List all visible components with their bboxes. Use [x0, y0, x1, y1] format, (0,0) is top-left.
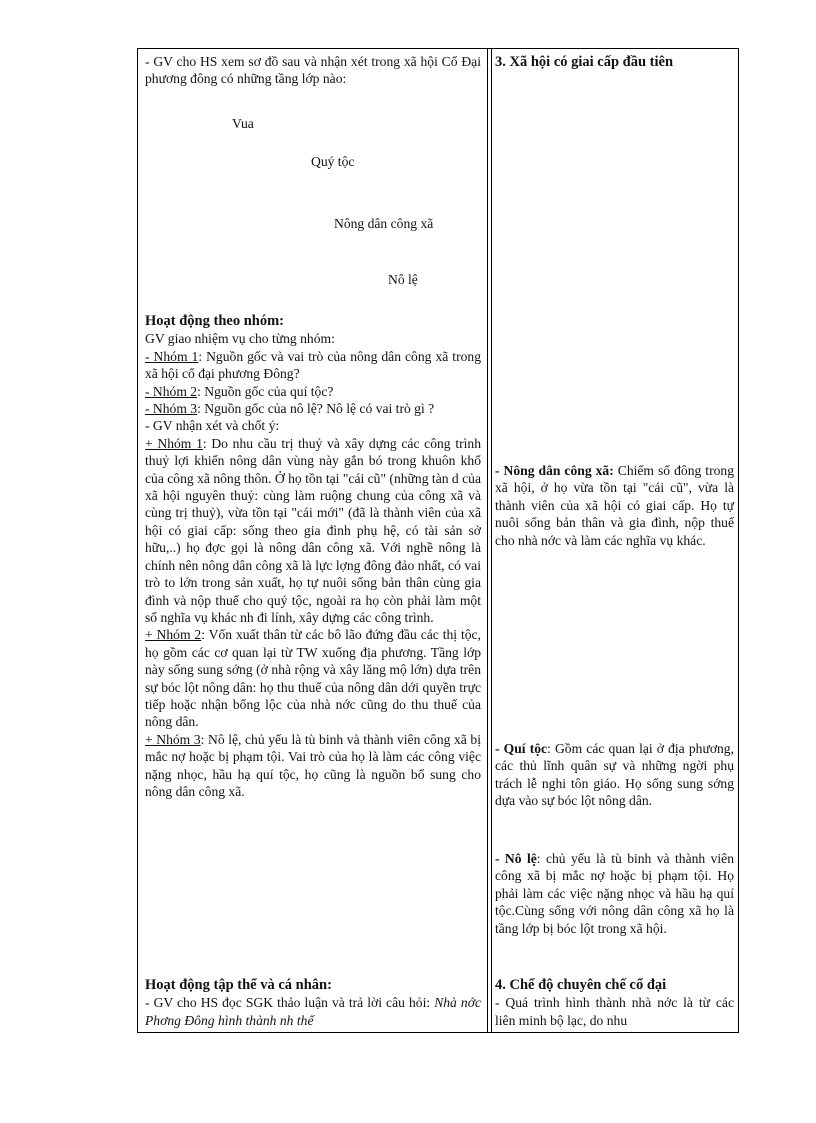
nobles-text: : Gồm các quan lại ở địa phương, các thủ lĩnh quân sự và những ngời phụ trách lễ nghi tôn giáo. Họ sống sung sớng dựa vào sự bóc lột nông dân.: [495, 741, 734, 809]
right-slaves: [495, 850, 734, 937]
right-nobles: [495, 740, 734, 810]
intro-text: - GV cho HS xem sơ đồ sau và nhận xét trong xã hội Cổ Đại phương đông có những tầng lớp nào:: [145, 54, 481, 87]
commune-farmers-label: - Nông dân công xã:: [495, 463, 614, 478]
left-collective-activity: [145, 977, 481, 1029]
answer-group-1-text: : Do nhu cầu trị thuỷ và xây dựng các công trình thuỷ lợi khiến nông dân vùng này gắn bó trong khuôn khổ của công xã nông thôn. Ở họ tồn tại "cái cũ" (những tàn d của xã hội nguyên thuỷ: cùng làm ruộng chung của công xã và cùng trị thuỷ), vừa tồn tại "cái mới" (đã là thành viên của xã hội có giai cấp: sống theo gia đình phụ hệ, có tài sản sở hữu,..) họ đợc gọi là nông dân công xã. Với nghề nông là chính nên nông dân công xã là lực lợng đông đảo nhất, có vai trò to lớn trong sản xuất, họ tự nuôi sống bản thân cùng gia đình và nộp thuế cho quý tộc, ngoài ra họ còn phải làm một số nghĩa vụ khác nh đi lính, xây dựng các công trình.: [145, 435, 481, 625]
final-question-text: Nhà nớc Phơng Đông hình thành nh thế: [145, 995, 481, 1028]
answer-group-3-label: + Nhóm 3: [145, 731, 201, 747]
right-section-3: [495, 54, 734, 71]
answer-group-3: [145, 731, 481, 801]
task-group-2-label: - Nhóm 2: [145, 383, 198, 399]
final-question-prefix: - GV cho HS đọc SGK thảo luận và trả lời câu hỏi:: [145, 995, 435, 1011]
answer-group-1: [145, 435, 481, 626]
conclude-text: - GV nhận xét và chốt ý:: [145, 418, 280, 434]
answer-group-1-label: + Nhóm 1: [145, 435, 203, 451]
task-group-1: [145, 348, 481, 383]
answer-group-3-text: : Nô lệ, chủ yếu là tù binh và thành viên công xã bị mắc nợ hoặc bị phạm tội. Vai trò của họ là làm các công việc nặng nhọc, hầu hạ quí tộc, họ cũng là nguồn bổ sung cho nông dân công xã.: [145, 731, 481, 799]
assign-text: GV giao nhiệm vụ cho từng nhóm:: [145, 331, 335, 347]
answer-group-2-text: : Vốn xuất thân từ các bô lão đứng đầu các thị tộc, họ gồm các cơ quan lại từ TW xuống địa phương. Tầng lớp này sống sung sớng (ở nhà rộng và xây lăng mộ lớn) dựa trên sự bóc lột nông dân: họ thu thuế của nông dân dới quyền trực tiếp hoặc nhận bổng lộc của nhà nớc cũng do thu thuế của nông dân.: [145, 627, 481, 730]
task-group-1-label: - Nhóm 1: [145, 348, 199, 364]
left-intro: [145, 53, 481, 88]
column-divider: [487, 48, 488, 1033]
slaves-label: - Nô lệ: [495, 851, 537, 866]
diagram-king: Vua: [232, 116, 254, 131]
task-group-3: [145, 400, 481, 417]
diagram-slaves: Nô lệ: [388, 272, 418, 287]
task-group-1-text: : Nguồn gốc và vai trò của nông dân công xã trong xã hội cổ đại phương Đông?: [145, 348, 481, 382]
section-3-heading: 3. Xã hội có giai cấp đầu tiên: [495, 54, 674, 70]
section-4-text: - Quá trình hình thành nhà nớc là từ các liên minh bộ lạc, do nhu: [495, 995, 734, 1028]
diagram-nobles: Quý tộc: [311, 154, 355, 169]
answer-group-2: [145, 626, 481, 730]
collective-activity-heading: Hoạt động tập thể và cá nhân:: [145, 977, 332, 993]
section-4-heading: 4. Chế độ chuyên chế cổ đại: [495, 977, 667, 993]
diagram-commune-farmers: Nông dân công xã: [334, 216, 434, 231]
group-activity-heading: Hoạt động theo nhóm:: [145, 313, 284, 329]
slaves-text: : chủ yếu là tù binh và thành viên công xã bị mắc nợ hoặc bị phạm tội. Họ phải làm các việc nặng nhọc và hầu hạ quí tộc.Cùng sống với nông dân công xã họ là tầng lớp bị bóc lột trong xã hội.: [495, 851, 734, 936]
task-group-3-text: : Nguồn gốc của nô lệ? Nô lệ có vai trò gì ?: [197, 401, 435, 417]
task-group-2: [145, 383, 481, 400]
task-group-3-label: - Nhóm 3: [145, 401, 198, 417]
right-commune-farmers: [495, 462, 734, 549]
right-section-4: [495, 977, 734, 1029]
task-group-2-text: : Nguồn gốc của quí tộc?: [197, 383, 334, 399]
final-question: [145, 994, 481, 1029]
nobles-label: - Quí tộc: [495, 741, 548, 756]
left-group-activity: [145, 313, 481, 800]
column-divider-inner: [491, 48, 492, 1033]
commune-farmers-text: Chiếm số đông trong xã hội, ở họ vừa tồn tại "cái cũ", vừa là thành viên của xã hội có giai cấp. Họ tự nuôi sống bản thân và gia đình, nộp thuế cho nhà nớc và làm các nghĩa vụ khác.: [495, 463, 734, 548]
answer-group-2-label: + Nhóm 2: [145, 627, 202, 643]
